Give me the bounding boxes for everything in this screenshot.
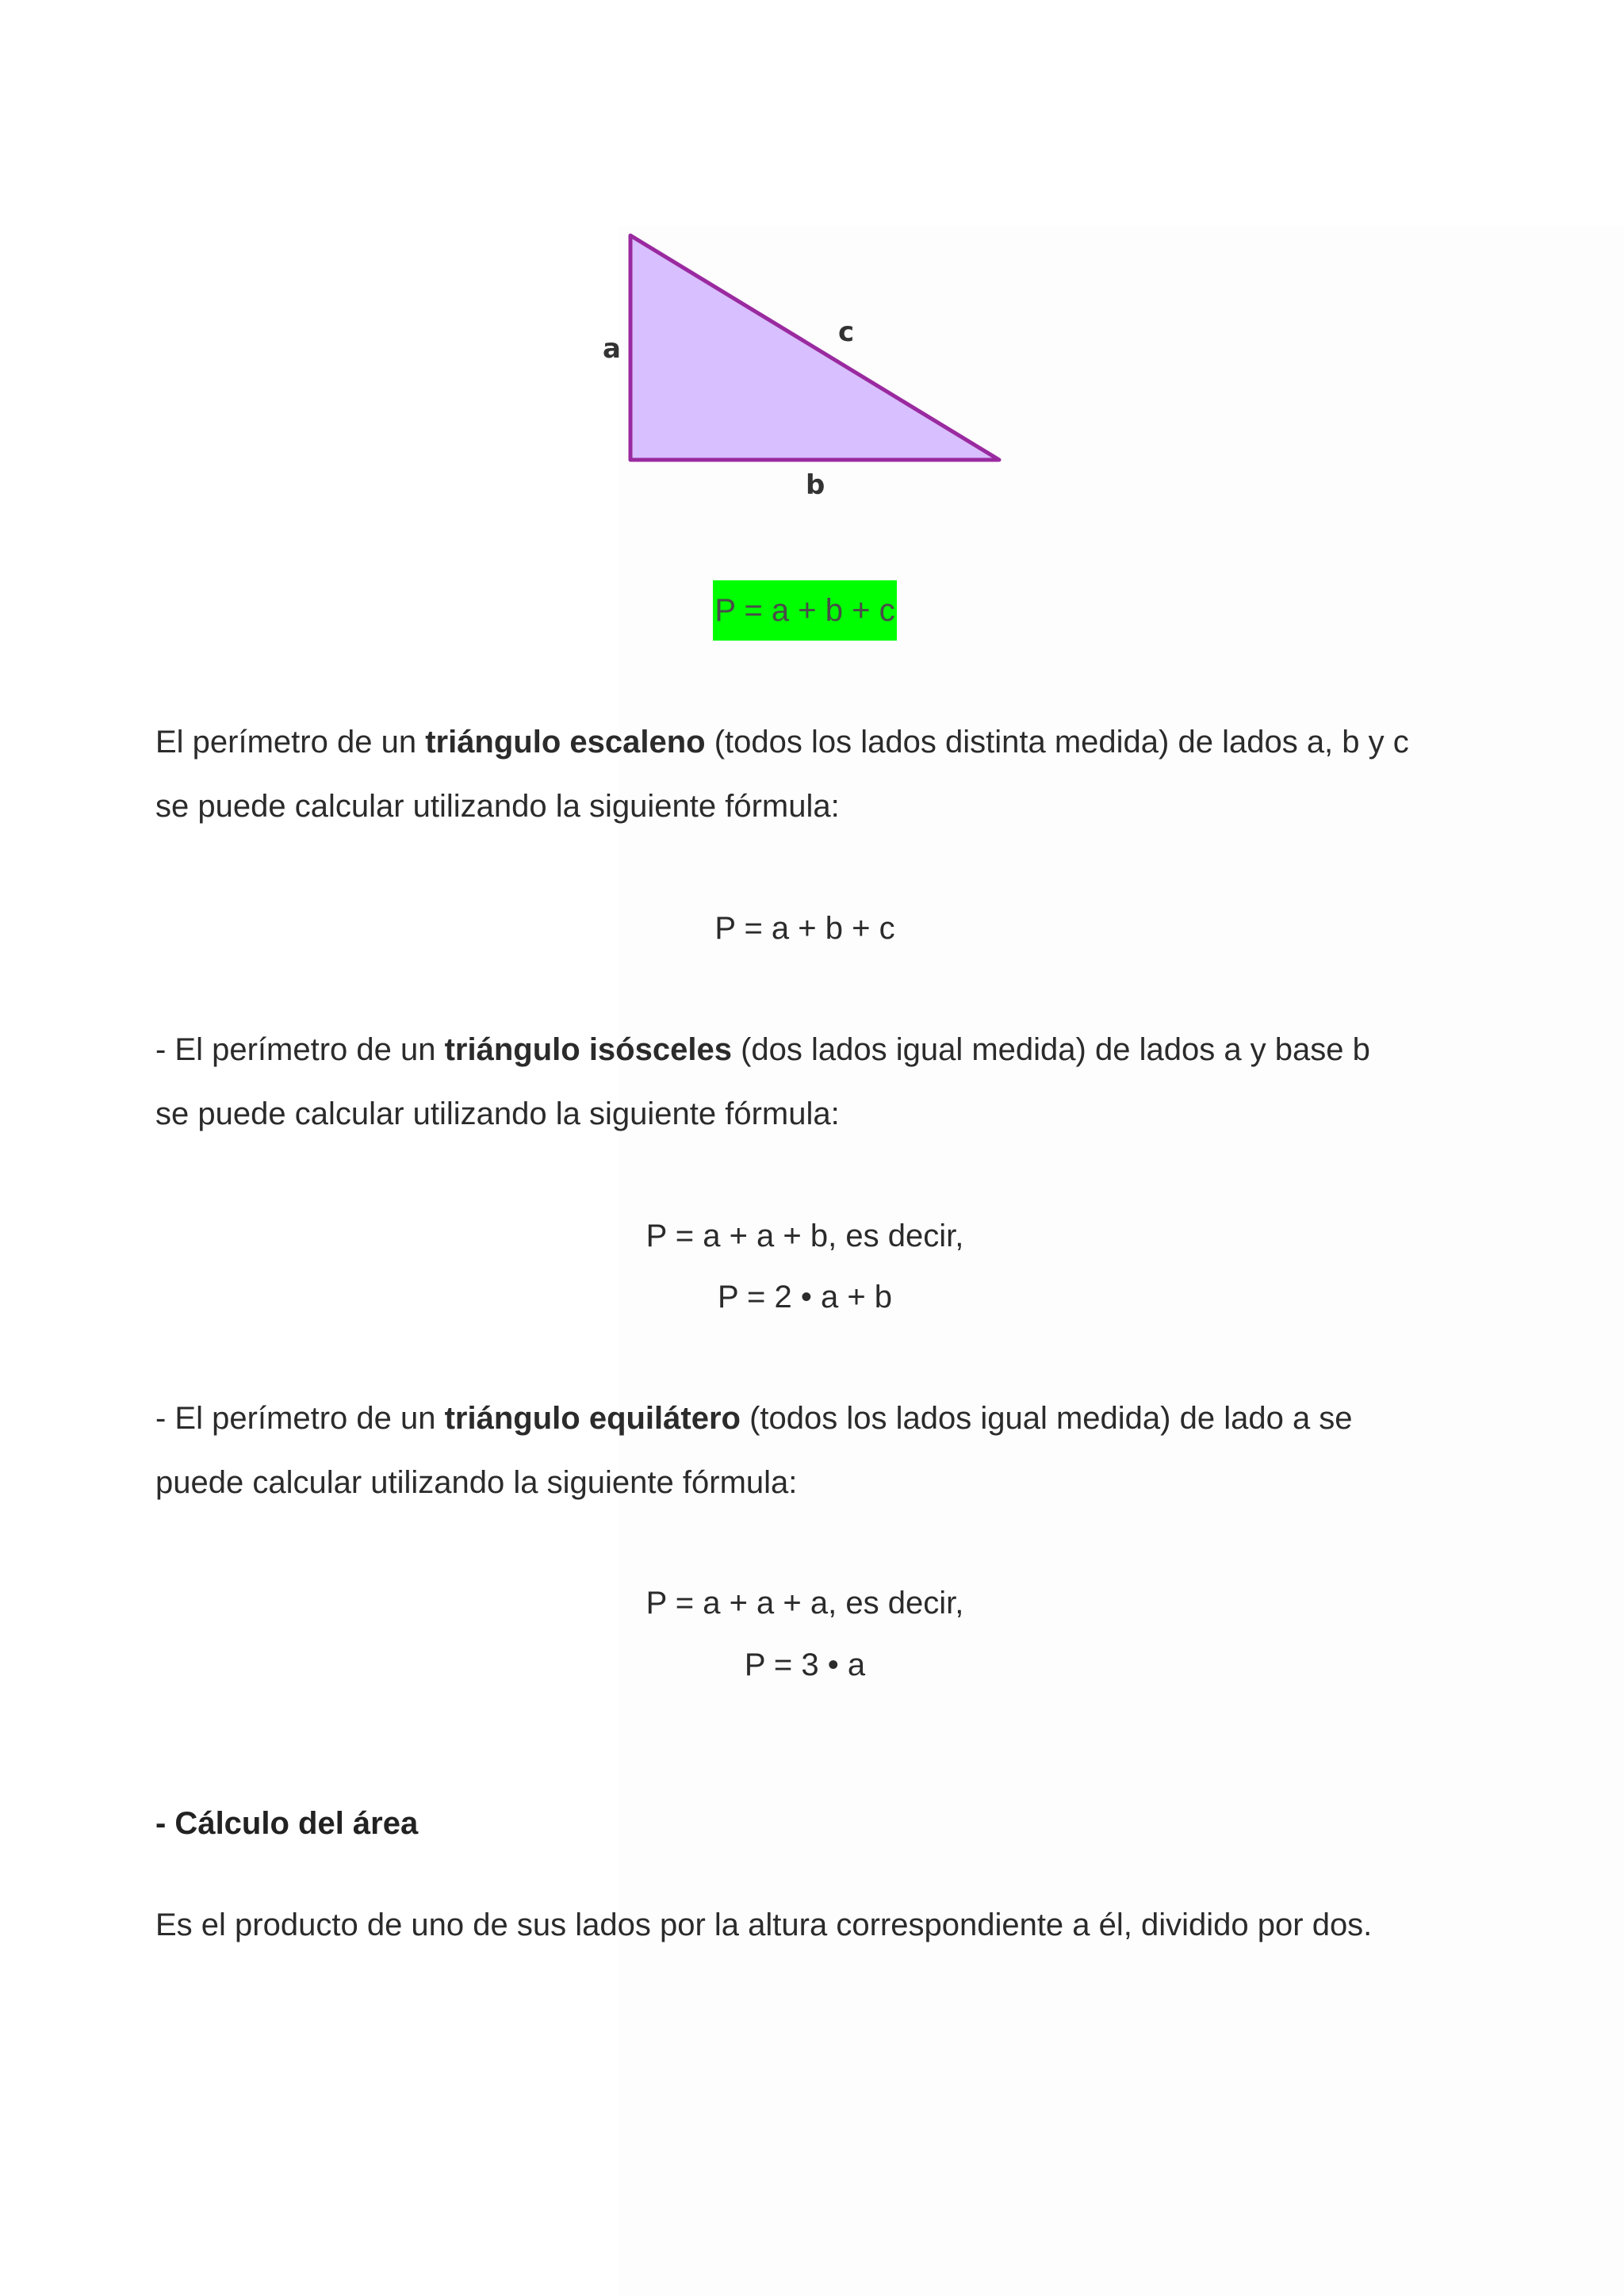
escaleno-line-1 [155, 710, 1488, 775]
escaleno-term: triángulo escaleno [425, 725, 706, 760]
isosceles-text-post: (dos lados igual medida) de lados a y base b [731, 1032, 1370, 1067]
highlighted-formula: P = a + b + c [713, 580, 896, 641]
escaleno-text-post: (todos los lados distinta medida) de lados a, b y c [705, 725, 1409, 760]
side-c-label: c [838, 316, 855, 348]
isosceles-line-2: se puede calcular utilizando la siguiente fórmula: [155, 1096, 840, 1131]
side-a-label: a [603, 333, 621, 365]
right-triangle-diagram [603, 222, 1015, 515]
equilatero-formula-2: P = 3 • a [744, 1647, 866, 1682]
escaleno-formula: P = a + b + c [714, 911, 895, 946]
isosceles-formula-2: P = 2 • a + b [717, 1280, 893, 1314]
isosceles-term: triángulo isósceles [444, 1032, 732, 1067]
area-heading: - Cálculo del área [155, 1806, 419, 1841]
equilatero-line-2: puede calcular utilizando la siguiente fórmula: [155, 1465, 798, 1500]
equilatero-formula-1: P = a + a + a, es decir, [645, 1586, 964, 1621]
triangle-shape [630, 235, 999, 460]
escaleno-text-pre: El perímetro de un [155, 725, 426, 760]
isosceles-text-pre: - El perímetro de un [155, 1032, 445, 1067]
equilatero-text-pre: - El perímetro de un [155, 1401, 445, 1436]
equilatero-line-1 [155, 1387, 1488, 1451]
equilatero-text-post: (todos los lados igual medida) de lado a se [740, 1401, 1353, 1436]
side-b-label: b [806, 469, 825, 501]
escaleno-line-2: se puede calcular utilizando la siguiente fórmula: [155, 789, 840, 824]
highlighted-formula-row [0, 580, 1610, 641]
equilatero-term: triángulo equilátero [444, 1401, 741, 1436]
isosceles-line-1 [155, 1018, 1488, 1082]
area-text: Es el producto de uno de sus lados por la altura correspondiente a él, dividido por dos. [155, 1908, 1373, 1942]
isosceles-formula-1: P = a + a + b, es decir, [645, 1219, 964, 1253]
